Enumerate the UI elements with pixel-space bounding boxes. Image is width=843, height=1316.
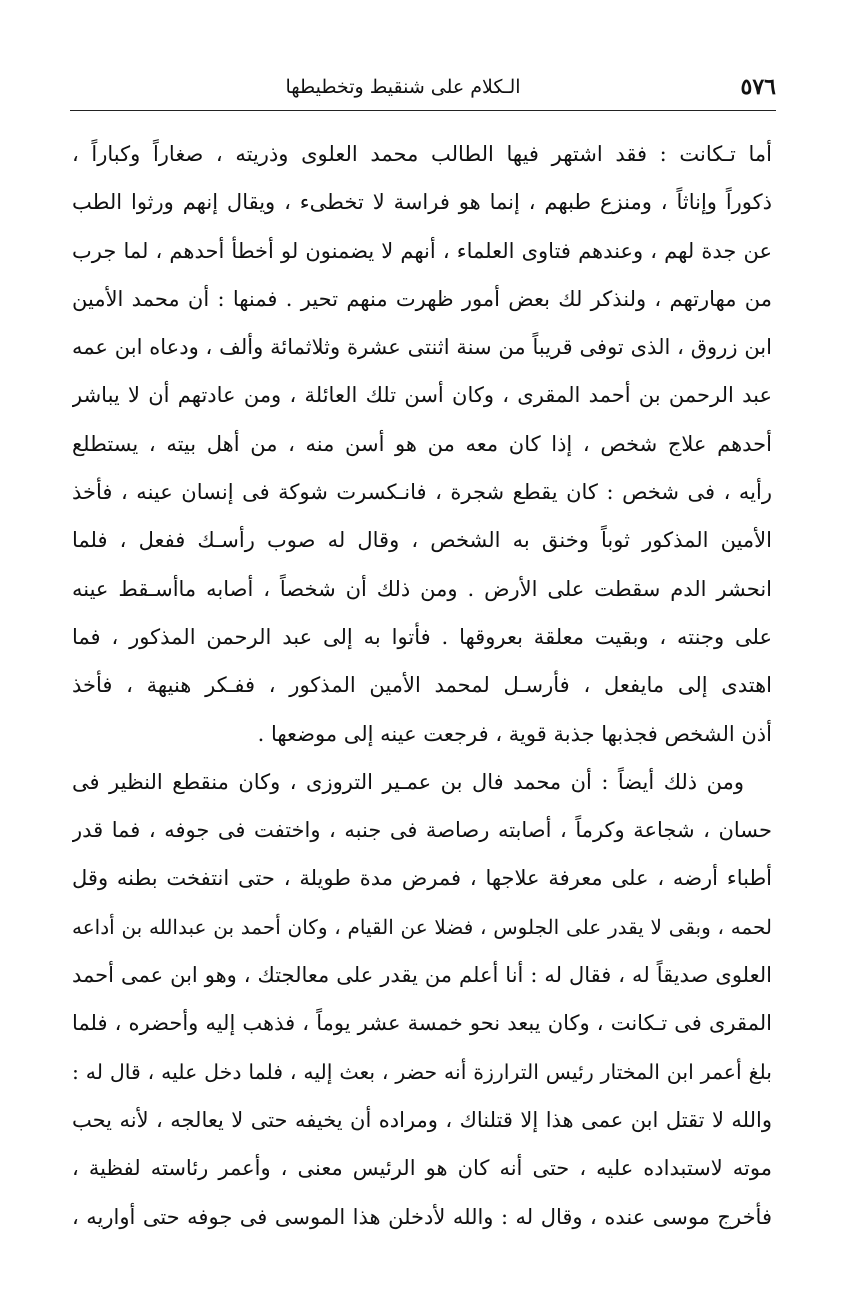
- text-line: موته لاستبداده عليه ، حتى أنه كان هو الرئيس معنى ، وأعمر رئاسته لفظية ،: [72, 1156, 772, 1181]
- text-line: رأيه ، فى شخص : كان يقطع شجرة ، فانـكسرت شوكة فى إنسان عينه ، فأخذ: [72, 480, 772, 505]
- text-line: عن جدة لهم ، وعندهم فتاوى العلماء ، أنهم لا يضمنون لو أخطأ أحدهم ، لما جرب: [72, 238, 772, 263]
- text-line: المقرى فى تـكانت ، وكان يبعد نحو خمسة عشر يوماً ، فذهب إليه وأحضره ، فلما: [72, 1011, 772, 1036]
- page-number: ٥٧٦: [740, 74, 776, 100]
- text-line: حسان ، شجاعة وكرماً ، أصابته رصاصة فى جنبه ، واختفت فى جوفه ، فما قدر: [72, 818, 772, 843]
- text-line: أطباء أرضه ، على معرفة علاجها ، فمرض مدة طويلة ، حتى انتفخت بطنه وقل: [72, 866, 772, 891]
- text-line: فأخرج موسى عنده ، وقال له : والله لأدخلن هذا الموسى فى جوفه حتى أواريه ،: [72, 1204, 772, 1229]
- text-line: عبد الرحمن بن أحمد المقرى ، وكان أسن تلك العائلة ، ومن عادتهم أن لا يباشر: [72, 383, 772, 408]
- text-line: أحدهم علاج شخص ، إذا كان معه من هو أسن منه ، من أهل بيته ، يستطلع: [72, 431, 772, 456]
- page-header: [70, 70, 776, 110]
- text-line: من مهارتهم ، ولنذكر لك بعض أمور ظهرت منهم تحير . فمنها : أن محمد الأمين: [72, 286, 772, 311]
- text-line: ومن ذلك أيضاً : أن محمد فال بن عمـير التروزى ، وكان منقطع النظير فى: [72, 769, 744, 794]
- text-line: على وجنته ، وبقيت معلقة بعروقها . فأتوا به إلى عبد الرحمن المذكور ، فما: [72, 624, 772, 649]
- running-title: الـكلام على شنقيط وتخطيطها: [285, 76, 521, 98]
- text-line: اهتدى إلى مايفعل ، فأرسـل لمحمد الأمين المذكور ، ففـكر هنيهة ، فأخذ: [72, 673, 772, 698]
- text-line: لحمه ، وبقى لا يقدر على الجلوس ، فضلا عن القيام ، وكان أحمد بن عبدالله بن أداعه: [72, 914, 772, 939]
- paragraph-2: [72, 758, 772, 1241]
- paragraph-1: [72, 130, 772, 758]
- text-line: أما تـكانت : فقد اشتهر فيها الطالب محمد العلوى وذريته ، صغاراً وكباراً ،: [72, 142, 772, 166]
- text-line: أذن الشخص فجذبها جذبة قوية ، فرجعت عينه إلى موضعها .: [257, 721, 772, 746]
- text-line: الأمين المذكور ثوباً وخنق به الشخص ، وقال له صوب رأسـك ففعل ، فلما: [72, 528, 772, 553]
- text-line: ابن زروق ، الذى توفى قريباً من سنة اثنتى عشرة وثلاثمائة وألف ، ودعاه ابن عمه: [72, 335, 772, 360]
- text-line: انحشر الدم سقطت على الأرض . ومن ذلك أن شخصاً ، أصابه ماأسـقط عينه: [72, 576, 772, 601]
- text-line: بلغ أعمر ابن المختار رئيس الترارزة أنه حضر ، بعث إليه ، فلما دخل عليه ، قال له :: [72, 1059, 772, 1084]
- text-line: ذكوراً وإناثاً ، ومنزع طبهم ، إنما هو فراسة لا تخطىء ، ويقال إنهم ورثوا الطب: [72, 190, 772, 215]
- text-line: العلوى صديقاً له ، فقال له : أنا أعلم من يقدر على معالجتك ، وهو ابن عمى أحمد: [72, 963, 772, 988]
- header-rule: [70, 110, 776, 111]
- body-text: [72, 130, 772, 1241]
- text-line: والله لا تقتل ابن عمى هذا إلا قتلناك ، ومراده أن يخيفه حتى لا يعالجه ، لأنه يحب: [72, 1107, 772, 1132]
